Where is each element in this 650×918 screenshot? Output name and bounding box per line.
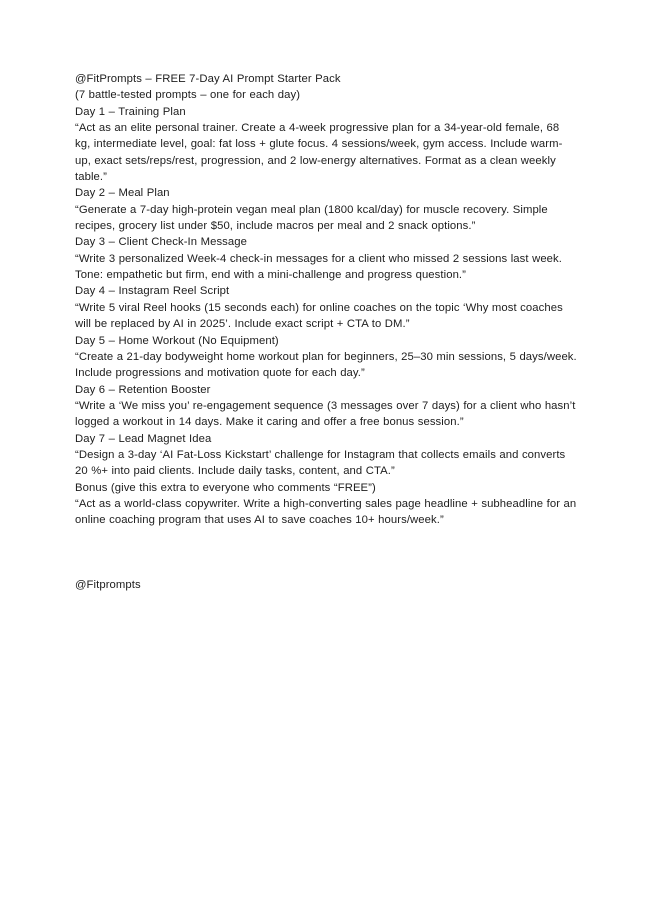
handle-footer: @Fitprompts: [75, 578, 141, 591]
bonus-prompt: “Act as a world-class copywriter. Write a high-converting sales page headline + subheadline for an online coaching program that uses AI to save coaches 10+ hours/week.”: [75, 497, 577, 527]
day-7-prompt: “Design a 3-day ‘AI Fat-Loss Kickstart’ challenge for Instagram that collects emails and converts 20 %+ into paid clients. Include daily tasks, content, and CTA.”: [75, 448, 566, 478]
day-1-prompt: “Act as an elite personal trainer. Create a 4-week progressive plan for a 34-year-old female, 68 kg, intermediate level, goal: fat loss + glute focus. 4 sessions/week, gym access. Include warm-up, exact sets/reps/rest, progression, and 2 low-energy alternatives. Format as a clean weekly table.”: [75, 122, 563, 184]
day-3-prompt: “Write 3 personalized Week-4 check-in messages for a client who missed 2 sessions last week. Tone: empathetic but firm, end with a mini-challenge and progress question.”: [75, 252, 562, 282]
day-2-label: Day 2 – Meal Plan: [75, 187, 170, 200]
document-text-body: [75, 71, 577, 593]
day-4-prompt: “Write 5 viral Reel hooks (15 seconds each) for online coaches on the topic ‘Why most coaches will be replaced by AI in 2025’. Include exact script + CTA to DM.”: [75, 301, 563, 331]
day-6-label: Day 6 – Retention Booster: [75, 383, 211, 396]
paragraph-spacer: [75, 545, 577, 561]
day-4-label: Day 4 – Instagram Reel Script: [75, 285, 230, 298]
day-5-label: Day 5 – Home Workout (No Equipment): [75, 334, 279, 347]
subheadline: (7 battle-tested prompts – one for each day): [75, 89, 301, 102]
headline: @FitPrompts – FREE 7-Day AI Prompt Starter Pack: [75, 73, 341, 85]
bonus-label: Bonus (give this extra to everyone who comments “FREE”): [75, 481, 376, 494]
day-5-prompt: “Create a 21-day bodyweight home workout plan for beginners, 25–30 min sessions, 5 days/week. Include progressions and motivation quote for each day.”: [75, 350, 577, 380]
day-2-prompt: “Generate a 7-day high-protein vegan meal plan (1800 kcal/day) for muscle recovery. Simple recipes, grocery list under $50, include macros per meal and 2 snack options.”: [75, 203, 548, 233]
day-7-label: Day 7 – Lead Magnet Idea: [75, 432, 212, 445]
day-3-label: Day 3 – Client Check-In Message: [75, 236, 248, 249]
day-6-prompt: “Write a ‘We miss you’ re-engagement sequence (3 messages over 7 days) for a client who hasn’t logged a workout in 14 days. Make it caring and offer a free bonus session.”: [75, 399, 576, 429]
day-1-label: Day 1 – Training Plan: [75, 105, 186, 118]
